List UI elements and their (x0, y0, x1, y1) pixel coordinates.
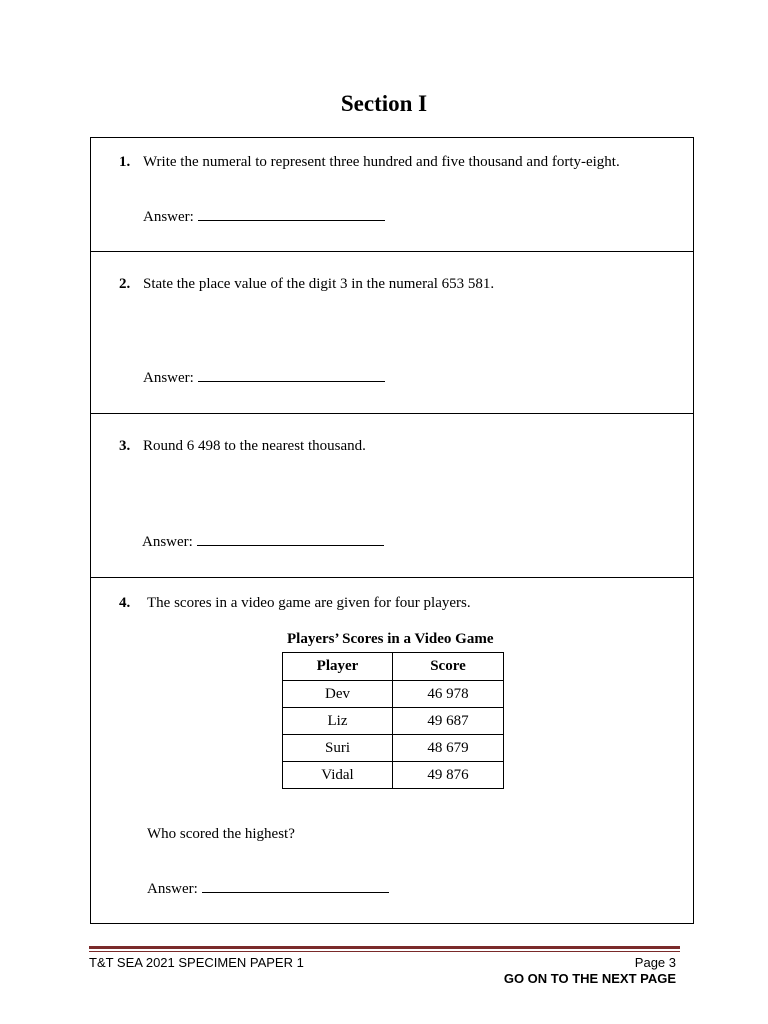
answer-label: Answer: (142, 534, 193, 550)
question-number: 2. (119, 276, 131, 292)
footer-next-page-note: GO ON TO THE NEXT PAGE (503, 971, 676, 986)
question-box-2 (90, 251, 694, 414)
score-cell: 49 687 (393, 708, 504, 735)
question-text: State the place value of the digit 3 in the numeral 653 581. (143, 276, 495, 292)
score-cell: 46 978 (393, 681, 504, 708)
player-cell: Suri (283, 735, 393, 762)
question-number: 1. (119, 154, 131, 170)
answer-blank[interactable] (198, 369, 385, 382)
table-row (283, 681, 504, 708)
question-box-3 (90, 413, 694, 578)
answer-blank[interactable] (202, 880, 389, 893)
table-row (283, 708, 504, 735)
footer-paper-title: T&T SEA 2021 SPECIMEN PAPER 1 (89, 955, 304, 970)
question-text: Round 6 498 to the nearest thousand. (143, 438, 366, 454)
answer-blank[interactable] (197, 533, 384, 546)
question-number: 3. (119, 438, 131, 454)
answer-line[interactable] (143, 208, 385, 226)
question-number: 4. (119, 595, 131, 611)
footer-rule-thin (89, 951, 680, 952)
player-cell: Dev (283, 681, 393, 708)
question-text: Write the numeral to represent three hundred and five thousand and forty-eight. (143, 154, 620, 170)
footer-page-number: Page 3 (634, 955, 676, 970)
answer-blank[interactable] (198, 208, 385, 221)
question-text: The scores in a video game are given for four players. (147, 595, 471, 611)
score-cell: 49 876 (393, 762, 504, 789)
answer-label: Answer: (143, 370, 194, 386)
question-box-4 (90, 577, 694, 924)
table-caption: Players’ Scores in a Video Game (287, 631, 494, 647)
table-header-row (283, 653, 504, 681)
answer-line[interactable] (143, 369, 385, 387)
table-row (283, 762, 504, 789)
column-header-player: Player (283, 653, 393, 681)
column-header-score: Score (393, 653, 504, 681)
table-row (283, 735, 504, 762)
footer-rule (89, 946, 680, 949)
answer-line[interactable] (142, 533, 384, 551)
answer-label: Answer: (143, 209, 194, 225)
player-cell: Vidal (283, 762, 393, 789)
section-title: Section I (340, 91, 428, 116)
question-box-1 (90, 137, 694, 252)
scores-table (282, 652, 504, 789)
follow-up-question: Who scored the highest? (147, 826, 295, 842)
answer-line[interactable] (147, 880, 389, 898)
player-cell: Liz (283, 708, 393, 735)
score-cell: 48 679 (393, 735, 504, 762)
answer-label: Answer: (147, 881, 198, 897)
